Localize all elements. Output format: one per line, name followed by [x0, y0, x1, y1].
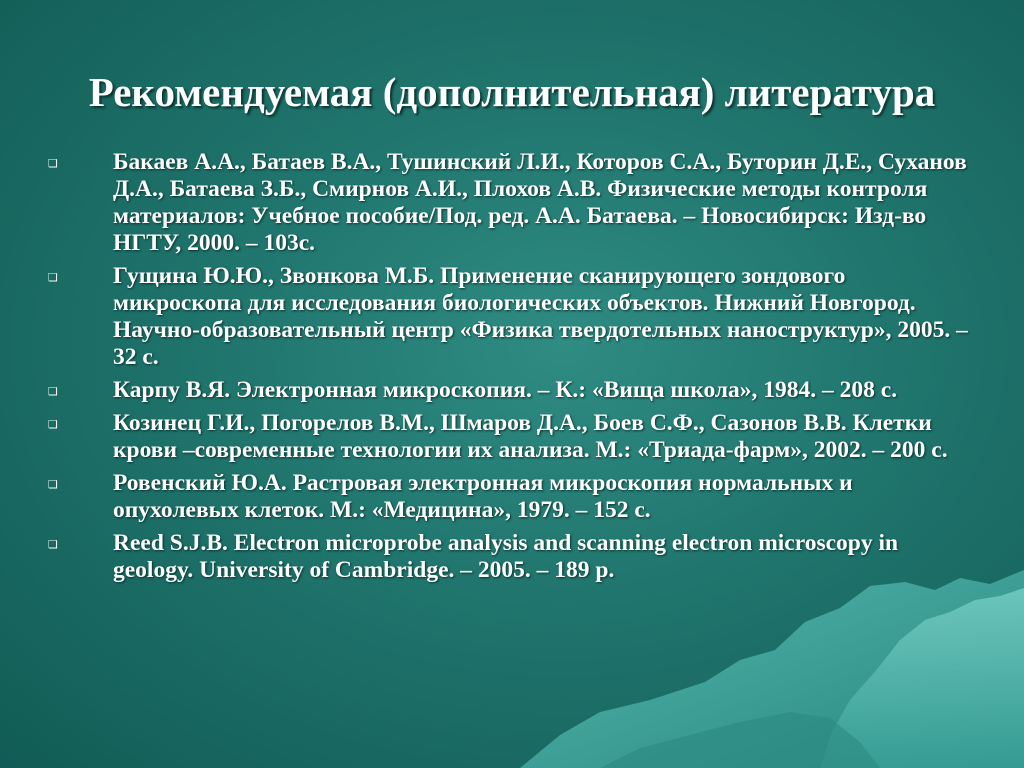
reference-list	[40, 149, 975, 590]
slide-title: Рекомендуемая (дополнительная) литература	[88, 69, 936, 116]
square-bullet-icon: ❑	[48, 157, 58, 170]
reference-item	[40, 377, 975, 404]
reference-item	[40, 470, 975, 524]
square-bullet-icon: ❑	[48, 538, 58, 551]
square-bullet-icon: ❑	[48, 478, 58, 491]
reference-item	[40, 410, 975, 464]
reference-text: Гущина Ю.Ю., Звонкова М.Б. Применение сканирующего зондового микроскопа для исследования биологических объектов. Нижний Новгород. Научно-образовательный центр «Физика твердотельных наноструктур», 2005. – 32 с.	[113, 263, 968, 370]
reference-text: Бакаев А.А., Батаев В.А., Тушинский Л.И., Которов С.А., Буторин Д.Е., Суханов Д.А., Батаева З.Б., Смирнов А.И., Плохов А.В. Физические методы контроля материалов: Учебное пособие/Под. ред. А.А. Батаева. – Новосибирск: Изд-во НГТУ, 2000. – 103с.	[113, 149, 967, 256]
square-bullet-icon: ❑	[48, 418, 58, 431]
reference-item	[40, 263, 975, 371]
reference-text: Козинец Г.И., Погорелов В.М., Шмаров Д.А., Боев С.Ф., Сазонов В.В. Клетки крови –современные технологии их анализа. М.: «Триада-фарм», 2002. – 200 с.	[113, 410, 948, 463]
reference-text: Ровенский Ю.А. Растровая электронная микроскопия нормальных и опухолевых клеток. М.: «Медицина», 1979. – 152 с.	[113, 470, 853, 523]
square-bullet-icon: ❑	[48, 271, 58, 284]
square-bullet-icon: ❑	[48, 385, 58, 398]
reference-text: Карпу В.Я. Электронная микроскопия. – К.: «Вища школа», 1984. – 208 с.	[113, 377, 898, 403]
reference-item	[40, 149, 975, 257]
reference-text: Reed S.J.B. Electron microprobe analysis and scanning electron microscopy in geology. University of Cambridge. – 2005. – 189 p.	[113, 530, 899, 583]
reference-item	[40, 530, 975, 584]
